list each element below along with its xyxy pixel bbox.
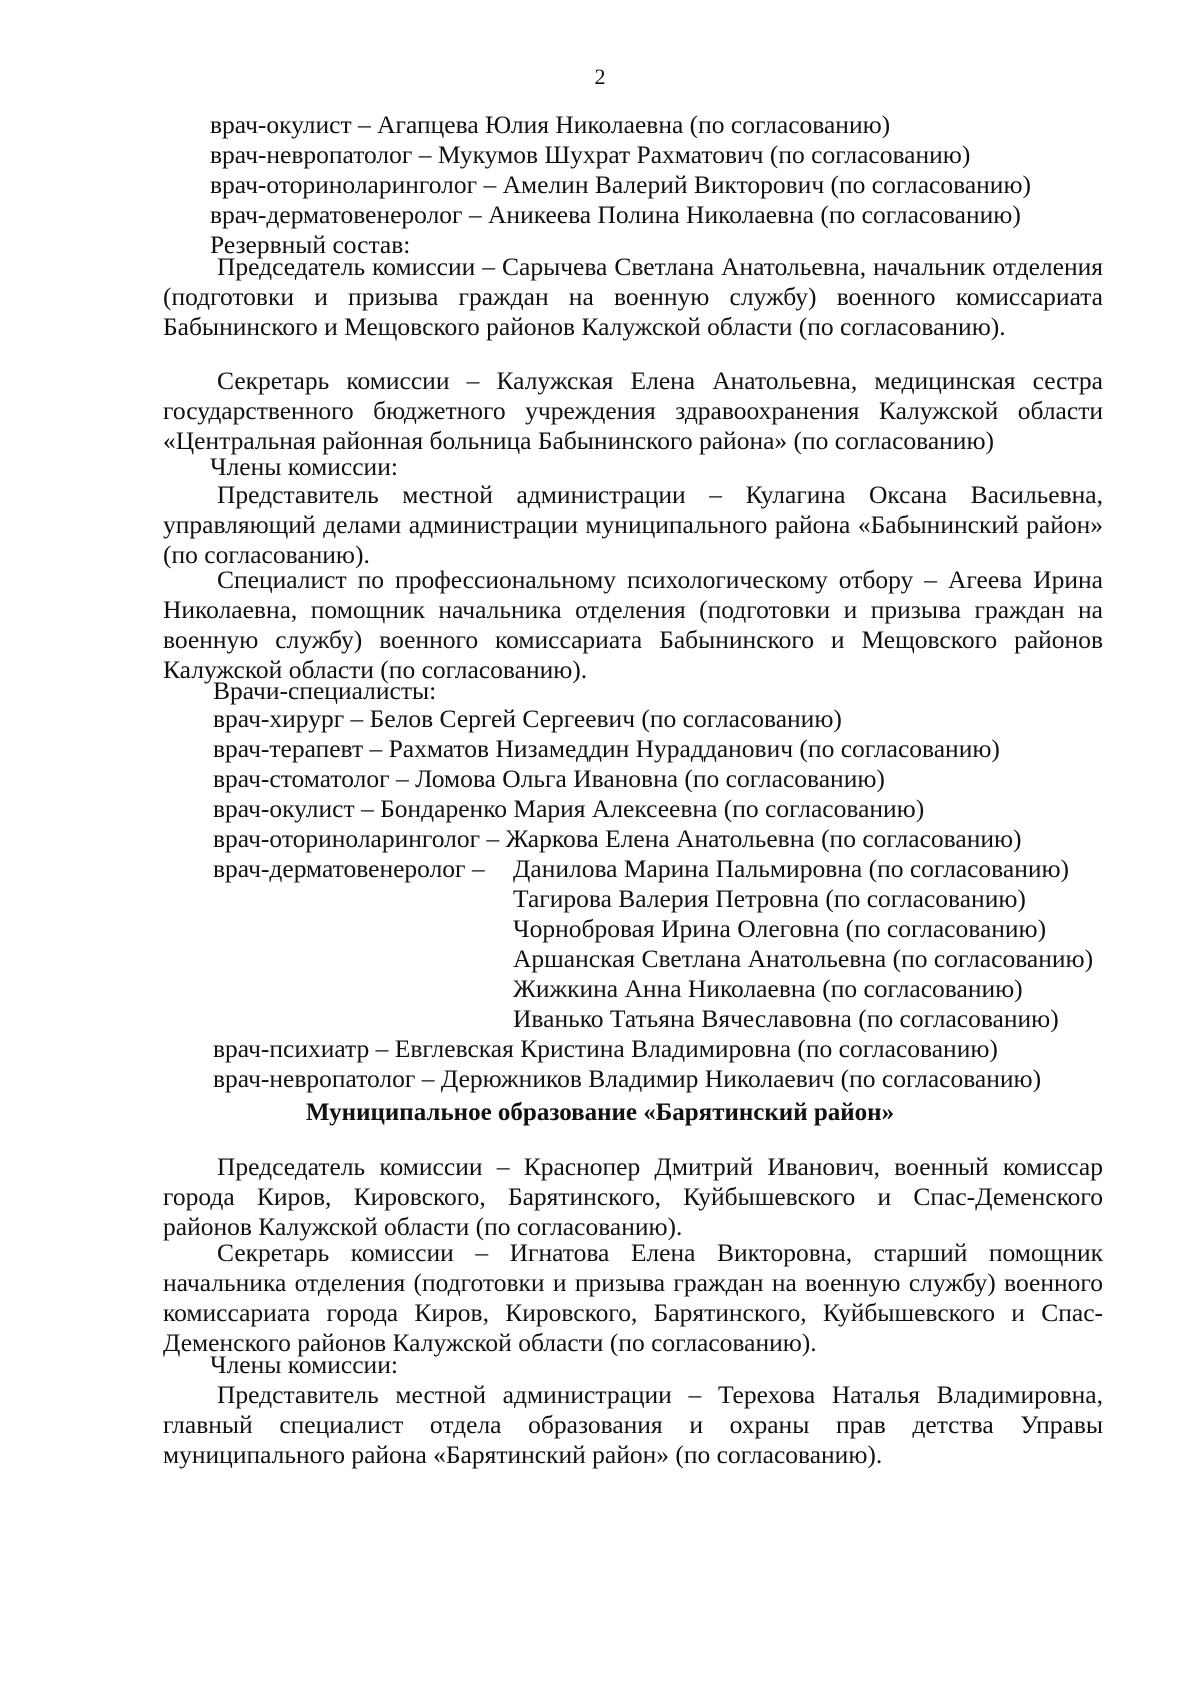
section-members-heading: Члены комиссии: <box>210 1350 398 1379</box>
section-chairman-paragraph: Председатель комиссии – Краснопер Дмитрий Иванович, военный комиссар города Киров, Кировского, Барятинского, Куйбышевского и Спас-Деменского районов Калужской области (по согласованию). <box>163 1152 1103 1241</box>
page-number: 2 <box>594 64 606 89</box>
list-item: врач-терапевт – Рахматов Низамеддин Нурадданович (по согласованию) <box>213 734 1000 763</box>
list-item: Чорнобровая Ирина Олеговна (по согласованию) <box>513 914 1047 943</box>
doctor-list-top <box>163 110 1103 260</box>
list-item: Аршанская Светлана Анатольевна (по согласованию) <box>513 944 1094 973</box>
list-item: врач-стоматолог – Ломова Ольга Ивановна (по согласованию) <box>213 764 885 793</box>
section-heading: Муниципальное образование «Барятинский район» <box>305 1099 895 1126</box>
dermatology-label: врач-дерматовенеролог – <box>213 854 485 883</box>
list-item: врач-окулист – Агапцева Юлия Николаевна (по согласованию) <box>210 110 891 139</box>
list-item: Данилова Марина Пальмировна (по согласованию) <box>513 854 1070 883</box>
reserve-representative-paragraph: Представитель местной администрации – Кулагина Оксана Васильевна, управляющий делами администрации муниципального района «Бабынинский район» (по согласованию). <box>163 480 1103 569</box>
list-item: Иванько Татьяна Вячеславовна (по согласованию) <box>513 1004 1059 1033</box>
list-item: врач-оториноларинголог – Жаркова Елена Анатольевна (по согласованию) <box>213 824 1022 853</box>
list-item: врач-невропатолог – Дерюжников Владимир Николаевич (по согласованию) <box>213 1064 1042 1093</box>
reserve-psychologist-paragraph: Специалист по профессиональному психологическому отбору – Агеева Ирина Николаевна, помощник начальника отделения (подготовки и призыва граждан на военную службу) военного комиссариата Бабынинского и Мещовского районов Калужской области (по согласованию). <box>163 565 1103 684</box>
reserve-secretary-paragraph: Секретарь комиссии – Калужская Елена Анатольевна, медицинская сестра государственного бюджетного учреждения здравоохранения Калужской области «Центральная районная больница Бабынинского района» (по согласованию) <box>163 366 1103 455</box>
reserve-chairman-paragraph: Председатель комиссии – Сарычева Светлана Анатольевна, начальник отделения (подготовки и призыва граждан на военную службу) военного комиссариата Бабынинского и Мещовского районов Калужской области (по согласованию). <box>163 252 1103 341</box>
section-secretary-paragraph: Секретарь комиссии – Игнатова Елена Викторовна, старший помощник начальника отделения (подготовки и призыва граждан на военную службу) военного комиссариата города Киров, Кировского, Барятинского, Куйбышевского и Спас-Деменского районов Калужской области (по согласованию). <box>163 1238 1103 1357</box>
doctor-list-reserve <box>163 704 1103 1094</box>
list-item: врач-невропатолог – Мукумов Шухрат Рахматович (по согласованию) <box>210 140 971 169</box>
list-item: врач-психиатр – Евглевская Кристина Владимировна (по согласованию) <box>213 1034 998 1063</box>
list-item: Жижкина Анна Николаевна (по согласованию) <box>513 974 1023 1003</box>
section-representative-paragraph: Представитель местной администрации – Терехова Наталья Владимировна, главный специалист отдела образования и охраны прав детства Управы муниципального района «Барятинский район» (по согласованию). <box>163 1380 1103 1469</box>
list-item: врач-окулист – Бондаренко Мария Алексеевна (по согласованию) <box>213 794 925 823</box>
specialists-heading: Врачи-специалисты: <box>213 676 437 705</box>
dermatology-row <box>163 854 1103 884</box>
list-item: Тагирова Валерия Петровна (по согласованию) <box>513 884 1026 913</box>
list-item: врач-дерматовенеролог – Аникеева Полина Николаевна (по согласованию) <box>210 200 1021 229</box>
list-item: врач-оториноларинголог – Амелин Валерий Викторович (по согласованию) <box>210 170 1031 199</box>
members-heading: Члены комиссии: <box>210 452 398 481</box>
reserve-heading: Резервный состав: <box>210 230 411 259</box>
list-item: врач-хирург – Белов Сергей Сергеевич (по согласованию) <box>213 704 842 733</box>
